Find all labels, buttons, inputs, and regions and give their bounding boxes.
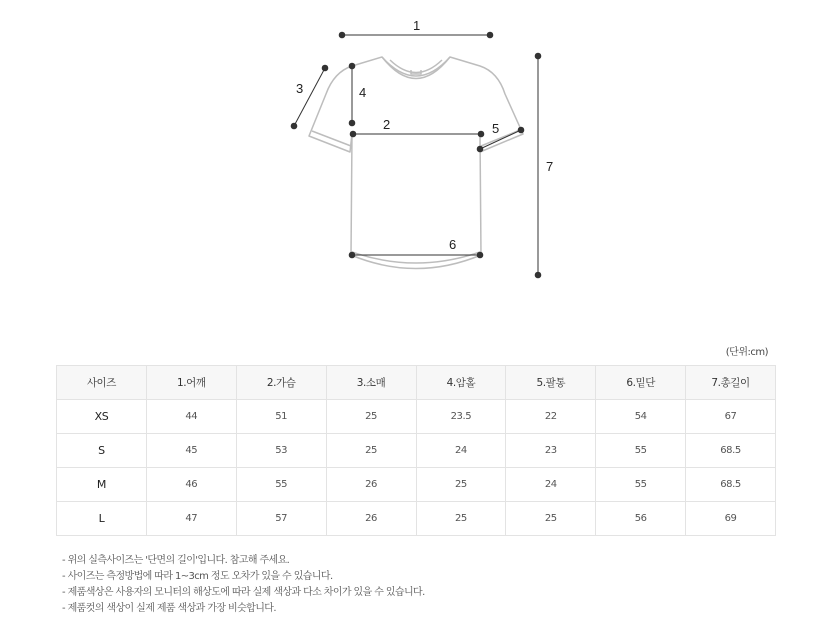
measure-line-1-shoulder (339, 32, 493, 38)
table-cell: 22 (506, 400, 596, 434)
table-header-row (57, 366, 776, 400)
tshirt-measurement-diagram (0, 0, 825, 300)
table-cell: 23.5 (416, 400, 506, 434)
table-cell: 25 (326, 434, 416, 468)
table-cell: 54 (596, 400, 686, 434)
table-cell: 44 (146, 400, 236, 434)
table-row (57, 400, 776, 434)
table-cell: 25 (416, 468, 506, 502)
header-sleeve-opening: 5.팔통 (506, 366, 596, 400)
label-6: 6 (449, 237, 457, 252)
table-cell: 45 (146, 434, 236, 468)
table-cell: 57 (236, 502, 326, 536)
measure-line-4-armhole (349, 63, 355, 126)
table-cell: 51 (236, 400, 326, 434)
note-item: - 제품컷의 색상이 실제 제품 색상과 가장 비슷합니다. (62, 603, 276, 614)
label-4: 4 (359, 85, 367, 100)
table-row (57, 468, 776, 502)
note-item: - 제품색상은 사용자의 모니터의 해상도에 따라 실제 색상과 다소 차이가 있을 수 있습니다. (62, 587, 425, 598)
table-cell: 25 (416, 502, 506, 536)
label-1: 1 (413, 18, 421, 33)
table-cell: 46 (146, 468, 236, 502)
note-item: - 위의 실측사이즈는 '단면의 길이'입니다. 참고해 주세요. (62, 555, 290, 566)
size-notes (62, 553, 425, 617)
table-cell: 55 (596, 468, 686, 502)
header-armhole: 4.암홀 (416, 366, 506, 400)
table-cell: 53 (236, 434, 326, 468)
table-cell: 26 (326, 502, 416, 536)
label-2: 2 (383, 117, 391, 132)
table-cell: 25 (506, 502, 596, 536)
unit-label: (단위:cm) (725, 347, 768, 358)
size-cell: M (57, 468, 147, 502)
measure-line-7-total-length (535, 53, 541, 278)
header-chest: 2.가슴 (236, 366, 326, 400)
measure-line-3-sleeve (291, 65, 328, 129)
table-cell: 68.5 (686, 434, 776, 468)
size-table (56, 365, 776, 536)
header-size: 사이즈 (57, 366, 147, 400)
tshirt-outline (309, 57, 523, 269)
table-cell: 26 (326, 468, 416, 502)
table-cell: 47 (146, 502, 236, 536)
table-cell: 25 (326, 400, 416, 434)
table-cell: 55 (236, 468, 326, 502)
table-cell: 56 (596, 502, 686, 536)
measure-line-2-chest (350, 131, 484, 137)
header-shoulder: 1.어깨 (146, 366, 236, 400)
table-cell: 24 (416, 434, 506, 468)
table-cell: 55 (596, 434, 686, 468)
table-row (57, 434, 776, 468)
table-cell: 24 (506, 468, 596, 502)
size-cell: XS (57, 400, 147, 434)
table-cell: 23 (506, 434, 596, 468)
label-5: 5 (492, 121, 500, 136)
table-cell: 67 (686, 400, 776, 434)
note-item: - 사이즈는 측정방법에 따라 1~3cm 정도 오차가 있을 수 있습니다. (62, 571, 333, 582)
size-cell: L (57, 502, 147, 536)
header-hem: 6.밑단 (596, 366, 686, 400)
table-cell: 69 (686, 502, 776, 536)
label-7: 7 (546, 159, 554, 174)
header-sleeve: 3.소매 (326, 366, 416, 400)
table-cell: 68.5 (686, 468, 776, 502)
header-total-length: 7.총길이 (686, 366, 776, 400)
table-row (57, 502, 776, 536)
label-3: 3 (296, 81, 304, 96)
size-cell: S (57, 434, 147, 468)
